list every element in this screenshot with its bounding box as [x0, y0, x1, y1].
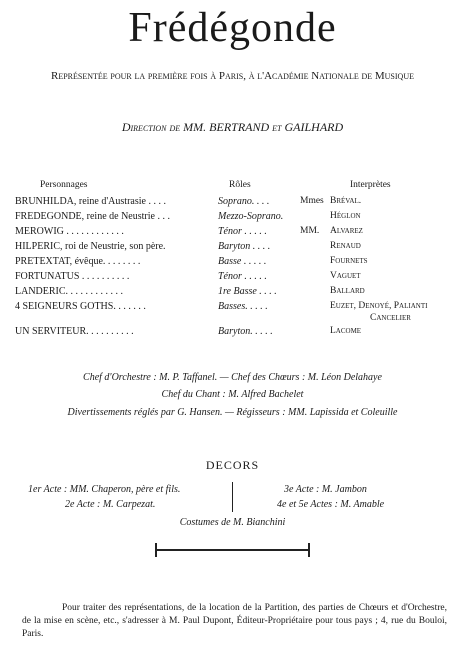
column-header-roles: Rôles — [229, 180, 251, 190]
decor-divider — [232, 482, 233, 512]
rule-end-left — [155, 543, 157, 557]
cast-performer: Ballard — [330, 286, 365, 296]
column-header-personnages: Personnages — [40, 180, 88, 190]
cast-performer: Lacome — [330, 326, 362, 336]
cast-performer: Fournets — [330, 256, 368, 266]
cast-role: 1re Basse . . . . — [218, 286, 277, 297]
cast-name: FREDEGONDE, reine de Neustrie . . . — [15, 211, 170, 222]
cast-name: PRETEXTAT, évêque. . . . . . . . — [15, 256, 141, 267]
cast-role: Basses. . . . . — [218, 301, 268, 312]
cast-role: Ténor . . . . . — [218, 271, 267, 282]
cast-name: HILPERIC, roi de Neustrie, son père. — [15, 241, 166, 252]
cast-role: Ténor . . . . . — [218, 226, 267, 237]
cast-performer: Bréval. — [330, 196, 362, 206]
cast-mark: MM. — [300, 226, 320, 236]
page-title: Frédégonde — [128, 5, 337, 51]
rule-end-right — [308, 543, 310, 557]
cast-performer-line2: Cancelier — [370, 313, 411, 323]
cast-performer: Renaud — [330, 241, 361, 251]
cast-role: Baryton . . . . — [218, 241, 271, 252]
cast-role: Basse . . . . . — [218, 256, 267, 267]
cast-performer: Euzet, Denoyé, Palianti — [330, 301, 428, 311]
cast-name: FORTUNATUS . . . . . . . . . . — [15, 271, 130, 282]
cast-role: Soprano. . . . — [218, 196, 270, 207]
ornamental-rule — [155, 549, 310, 551]
cast-name: BRUNHILDA, reine d'Austrasie . . . . — [15, 196, 166, 207]
cast-performer: Alvarez — [330, 226, 363, 236]
staff-line-1: Chef d'Orchestre : M. P. Taffanel. — Chef des Chœurs : M. Léon Delahaye — [83, 372, 382, 383]
subtitle: Représentée pour la première fois à Paris, à l'Académie Nationale de Musique — [51, 70, 414, 82]
cast-name: LANDERIC. . . . . . . . . . . . — [15, 286, 124, 297]
column-header-interpretes: Interprètes — [350, 180, 391, 190]
staff-line-3: Divertissements réglés par G. Hansen. — Régisseurs : MM. Lapissida et Coleuille — [67, 407, 398, 418]
decor-act-2: 2e Acte : M. Carpezat. — [65, 499, 156, 510]
decor-act-1: 1er Acte : MM. Chaperon, père et fils. — [28, 484, 181, 495]
staff-line-2: Chef du Chant : M. Alfred Bachelet — [161, 389, 304, 400]
decors-heading: DECORS — [205, 458, 260, 472]
cast-role: Baryton. . . . . — [218, 326, 273, 337]
cast-mark: Mmes — [300, 196, 324, 206]
decor-act-3: 3e Acte : M. Jambon — [284, 484, 367, 495]
decor-act-4-5: 4e et 5e Actes : M. Amable — [277, 499, 385, 510]
direction-line: Direction de MM. BERTRAND et GAILHARD — [121, 120, 344, 134]
cast-name: UN SERVITEUR. . . . . . . . . . — [15, 326, 134, 337]
cast-performer: Vaguet — [330, 271, 361, 281]
costumes-line: Costumes de M. Bianchini — [179, 517, 286, 528]
cast-name: MEROWIG . . . . . . . . . . . . — [15, 226, 124, 237]
publisher-note: Pour traiter des représentations, de la location de la Partition, des parties de Chœurs et d'Orchestre, de la mise en scène, etc., s'adresser à M. Paul Dupont, Éditeur-Propriétaire pour tous pays ; 4, rue du Bouloi, Paris. — [22, 603, 447, 639]
cast-performer: Héglon — [330, 211, 361, 221]
cast-name: 4 SEIGNEURS GOTHS. . . . . . . — [15, 301, 146, 312]
cast-role: Mezzo-Soprano. — [218, 211, 284, 222]
